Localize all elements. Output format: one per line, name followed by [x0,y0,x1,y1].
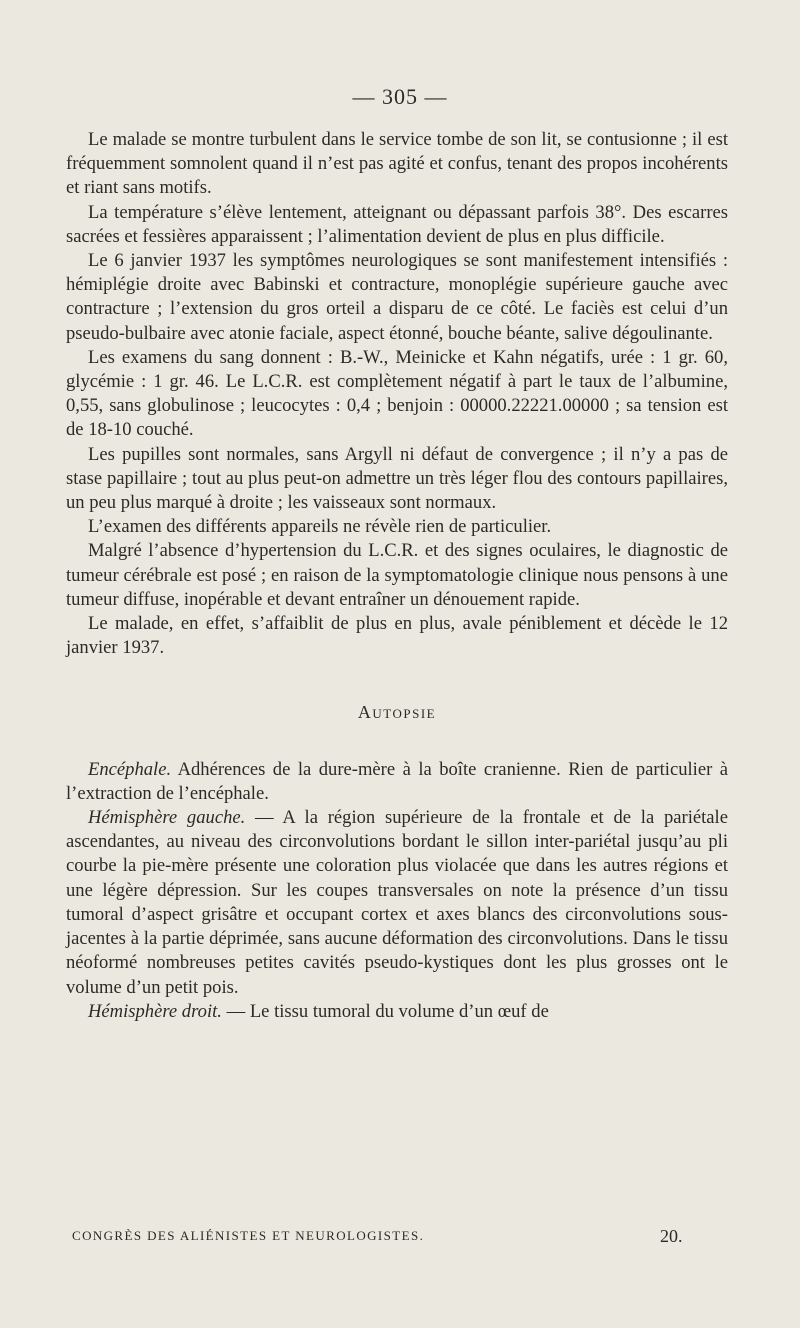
paragraph-text: — A la région supérieure de la frontale et de la pariétale ascendantes, au niveau des circonvolutions bordant le sillon inter-pariétal jusqu’au pli courbe la pie-mère présente une coloration plus violacée que dans les autres régions et une légère dépression. Sur les coupes transversales on note la présence d’un tissu tumoral d’aspect grisâtre et occupant cortex et axes blancs des circonvolutions sous-jacentes à la partie déprimée, sans aucune déformation des circonvolutions. Dans le tissu néoformé nombreuses petites cavités pseudo-kystiques dont les plus grosses ont le volume d’un petit pois. [66,807,728,998]
paragraph: Le malade se montre turbulent dans le service tombe de son lit, se contusionne ; il est fréquemment somnolent quand il n’est pas agité et confus, tenant des propos incohérents et riant sans motifs. [66,129,728,199]
paragraph-text: Adhérences de la dure-mère à la boîte cranienne. Rien de particulier à l’extraction de l’encéphale. [66,758,728,804]
paragraph-lead: Hémisphère droit. [88,1000,222,1022]
autopsy-paragraph [66,1000,728,1024]
page-number: — 305 — [352,84,448,109]
paragraph-lead: Encéphale. [88,758,172,780]
signature-number: 20. [660,1226,683,1246]
autopsy-paragraph [66,758,728,806]
paragraph: Le malade, en effet, s’affaiblit de plus en plus, avale péniblement et décède le 12 janvier 1937. [66,613,728,659]
autopsy-paragraph [66,806,728,1000]
paragraph: L’examen des différents appareils ne révèle rien de particulier. [88,516,552,538]
paragraph: Les pupilles sont normales, sans Argyll ni défaut de convergence ; il n’y a pas de stase papillaire ; tout au plus peut-on admettre un très léger flou des contours papillaires, un peu plus marqué à droite ; les vaisseaux sont normaux. [66,443,728,514]
paragraph-text: — Le tissu tumoral du volume d’un œuf de [221,1000,549,1022]
running-footer: CONGRÈS DES ALIÉNISTES ET NEUROLOGISTES. [72,1228,425,1243]
paragraph-lead: Hémisphère gauche. [88,807,246,829]
paragraph: Le 6 janvier 1937 les symptômes neurologiques se sont manifestement intensifiés : hémiplégie droite avec Babinski et contracture, monoplégie supérieure gauche avec contracture ; l’extension du gros orteil a disparu de ce côté. Le faciès est celui d’un pseudo-bulbaire avec atonie faciale, aspect étonné, bouche béante, salive dégoulinante. [66,250,728,344]
paragraph: Les examens du sang donnent : B.-W., Meinicke et Kahn négatifs, urée : 1 gr. 60, glycémie : 1 gr. 46. Le L.C.R. est complètement négatif à part le taux de l’albumine, 0,55, sans globulinose ; leucocytes : 0,4 ; benjoin : 00000.22221.00000 ; sa tension est de 18-10 couché. [66,346,728,441]
paragraph: Malgré l’absence d’hypertension du L.C.R. et des signes oculaires, le diagnostic de tumeur cérébrale est posé ; en raison de la symptomatologie clinique nous pensons à une tumeur diffuse, inopérable et devant entraîner un dénouement rapide. [66,540,728,610]
section-heading: Autopsie [357,702,437,723]
paragraph: La température s’élève lentement, atteignant ou dépassant parfois 38°. Des escarres sacrées et fessières apparaissent ; l’alimentation devient de plus en plus difficile. [66,201,728,247]
body-text [66,128,728,1024]
